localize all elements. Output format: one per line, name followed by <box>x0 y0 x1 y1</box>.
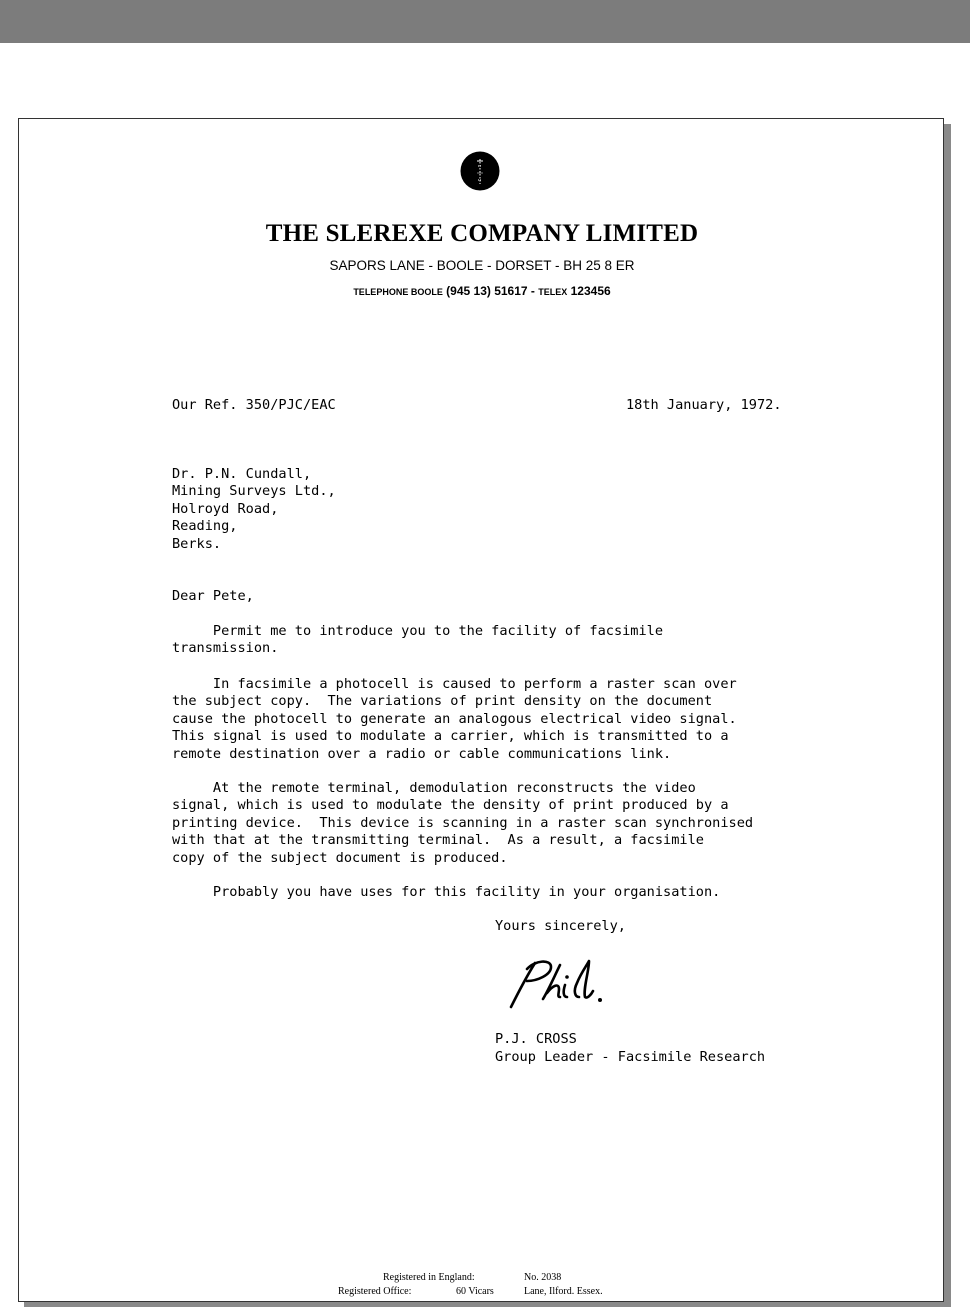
paragraph-line: At the remote terminal, demodulation reconstructs the video <box>172 780 696 796</box>
paragraph-line: This signal is used to modulate a carrier, which is transmitted to a <box>172 728 729 745</box>
telephone-separator: - <box>530 284 535 298</box>
telex-label: TELEX <box>538 287 568 297</box>
body-paragraph-4 <box>172 884 720 901</box>
footer-office-address-1: 60 Vicars <box>456 1286 494 1297</box>
letter-reference: Our Ref. 350/PJC/EAC <box>172 397 336 413</box>
paragraph-line: Permit me to introduce you to the facility of facsimile <box>172 623 664 639</box>
salutation: Dear Pete, <box>172 588 254 604</box>
viewer-top-bar <box>0 0 970 43</box>
paragraph-line: In facsimile a photocell is caused to perform a raster scan over <box>172 676 737 692</box>
paragraph-line: remote destination over a radio or cable communications link. <box>172 745 672 762</box>
recipient-line: Dr. P.N. Cundall, <box>172 466 312 482</box>
paragraph-line: cause the photocell to generate an analogous electrical video signal. <box>172 710 737 727</box>
letter-closing: Yours sincerely, <box>495 918 626 934</box>
paragraph-line: Probably you have uses for this facility in your organisation. <box>172 884 721 900</box>
recipient-line: Reading, <box>172 518 238 535</box>
footer-office-label: Registered Office: <box>338 1286 412 1297</box>
company-logo-icon <box>460 151 500 191</box>
footer-office-address-2: Lane, Ilford. Essex. <box>524 1286 603 1297</box>
company-name: THE SLEREXE COMPANY LIMITED <box>265 220 699 247</box>
page-shadow-bottom <box>24 1302 951 1307</box>
paragraph-line: transmission. <box>172 640 279 657</box>
signatory-title: Group Leader - Facsimile Research <box>495 1049 766 1065</box>
letter-date: 18th January, 1972. <box>626 397 782 413</box>
page-shadow-right <box>944 124 951 1307</box>
paragraph-line: with that at the transmitting terminal. As a result, a facsimile <box>172 832 704 849</box>
recipient-line: Holroyd Road, <box>172 500 279 517</box>
paragraph-line: printing device. This device is scanning in a raster scan synchronised <box>172 814 754 831</box>
recipient-line: Berks. <box>172 535 222 552</box>
paragraph-line: the subject copy. The variations of print density on the document <box>172 693 713 710</box>
footer-registered-number: No. 2038 <box>524 1272 562 1283</box>
telephone-label: TELEPHONE BOOLE <box>353 287 443 297</box>
footer-registered-label: Registered in England: <box>383 1272 475 1283</box>
paragraph-line: signal, which is used to modulate the density of print produced by a <box>172 797 729 814</box>
company-telephone-line <box>0 284 964 298</box>
recipient-line: Mining Surveys Ltd., <box>172 483 336 500</box>
paragraph-line: copy of the subject document is produced. <box>172 849 508 866</box>
telex-number: 123456 <box>570 284 611 298</box>
body-paragraph-3 <box>172 780 753 867</box>
body-paragraph-1 <box>172 623 663 658</box>
telephone-number: (945 13) 51617 <box>446 284 528 298</box>
company-address: SAPORS LANE - BOOLE - DORSET - BH 25 8 ER <box>329 258 635 273</box>
body-paragraph-2 <box>172 676 737 763</box>
handwritten-signature <box>505 955 615 1015</box>
signatory-name: P.J. CROSS <box>495 1031 577 1047</box>
recipient-address-block <box>172 466 336 553</box>
